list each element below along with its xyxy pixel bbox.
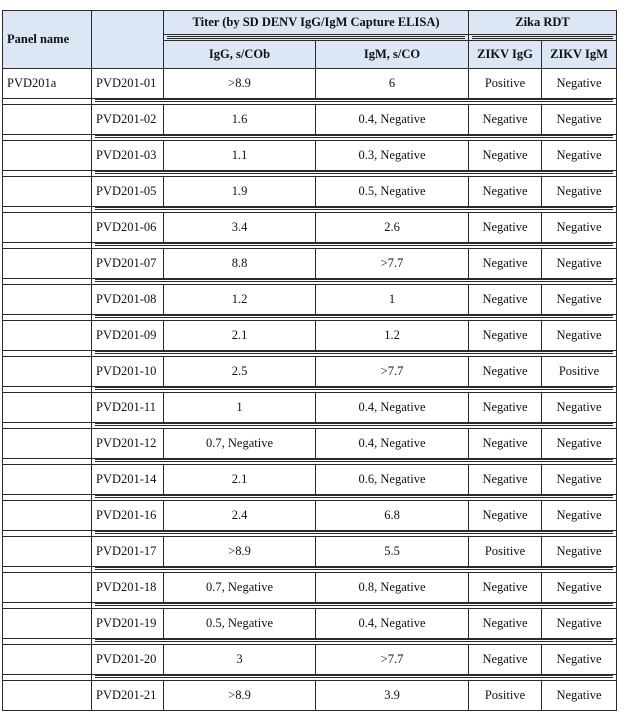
row-separator [3,531,617,537]
table-row [3,213,617,243]
table-row [3,465,617,495]
cell-zikv-igm: Negative [542,429,617,459]
cell-zikv-igm: Negative [542,105,617,135]
table-row [3,177,617,207]
table-row [3,357,617,387]
cell-igm-titer: 0.6, Negative [316,465,469,495]
cell-zikv-igm: Negative [542,177,617,207]
table-row [3,645,617,675]
cell-panel-name [3,465,92,495]
table-row [3,573,617,603]
cell-zikv-igm: Negative [542,321,617,351]
table-header [3,11,617,69]
row-separator-cell [92,495,617,501]
cell-sample-id: PVD201-03 [92,141,164,171]
cell-panel-name [3,177,92,207]
cell-zikv-igm: Negative [542,141,617,171]
row-separator-cell [92,207,617,213]
cell-panel-name [3,681,92,711]
cell-igg-titer: 8.8 [164,249,316,279]
cell-zikv-igg: Negative [469,645,542,675]
cell-igm-titer: 0.4, Negative [316,105,469,135]
cell-zikv-igg: Negative [469,321,542,351]
cell-igg-titer: 1.1 [164,141,316,171]
cell-zikv-igg: Negative [469,141,542,171]
header-separator [469,35,617,41]
cell-zikv-igm: Negative [542,213,617,243]
cell-igg-titer: >8.9 [164,537,316,567]
row-separator-cell [92,459,617,465]
row-separator [3,207,617,213]
cell-panel-name [3,357,92,387]
cell-sample-id: PVD201-12 [92,429,164,459]
row-separator-cell [92,567,617,573]
header-igm: IgM, s/CO [316,41,469,69]
cell-sample-id: PVD201-19 [92,609,164,639]
cell-igg-titer: 0.7, Negative [164,573,316,603]
header-zikv-igg: ZIKV IgG [469,41,542,69]
row-separator [3,639,617,645]
cell-sample-id: PVD201-06 [92,213,164,243]
cell-zikv-igg: Negative [469,285,542,315]
header-igg: IgG, s/COb [164,41,316,69]
cell-zikv-igm: Negative [542,285,617,315]
cell-panel-name [3,573,92,603]
cell-igg-titer: 0.5, Negative [164,609,316,639]
row-separator [3,135,617,141]
cell-panel-name [3,393,92,423]
cell-sample-id: PVD201-14 [92,465,164,495]
row-separator-cell [92,423,617,429]
cell-zikv-igg: Negative [469,357,542,387]
header-zika-group: Zika RDT [469,11,617,35]
table-row [3,537,617,567]
cell-igm-titer: 0.4, Negative [316,609,469,639]
cell-igg-titer: 1.6 [164,105,316,135]
cell-sample-id: PVD201-08 [92,285,164,315]
cell-igg-titer: 3.4 [164,213,316,243]
cell-igm-titer: 0.3, Negative [316,141,469,171]
cell-zikv-igm: Negative [542,645,617,675]
row-separator [3,603,617,609]
cell-sample-id: PVD201-21 [92,681,164,711]
cell-zikv-igg: Negative [469,429,542,459]
table-row [3,393,617,423]
cell-igg-titer: 2.1 [164,465,316,495]
cell-zikv-igm: Negative [542,249,617,279]
cell-sample-id: PVD201-07 [92,249,164,279]
cell-igm-titer: 2.6 [316,213,469,243]
cell-zikv-igm: Negative [542,681,617,711]
row-separator [3,387,617,393]
cell-panel-name [3,249,92,279]
cell-panel-name [3,537,92,567]
results-table [2,10,617,711]
cell-zikv-igg: Negative [469,213,542,243]
cell-igg-titer: >8.9 [164,69,316,99]
cell-igg-titer: 1.9 [164,177,316,207]
cell-igm-titer: >7.7 [316,357,469,387]
cell-panel-name [3,429,92,459]
cell-igg-titer: 0.7, Negative [164,429,316,459]
cell-zikv-igg: Negative [469,465,542,495]
cell-zikv-igm: Positive [542,357,617,387]
header-panel-name: Panel name [3,11,92,69]
cell-zikv-igm: Negative [542,465,617,495]
table-row [3,429,617,459]
row-separator [3,567,617,573]
cell-igm-titer: 3.9 [316,681,469,711]
row-separator-cell [92,603,617,609]
cell-igg-titer: 2.5 [164,357,316,387]
row-separator-cell [92,675,617,681]
row-separator-cell [92,531,617,537]
row-separator [3,279,617,285]
cell-igm-titer: 6 [316,69,469,99]
cell-panel-name [3,501,92,531]
cell-igm-titer: 0.4, Negative [316,393,469,423]
table-row [3,141,617,171]
row-separator [3,675,617,681]
cell-sample-id: PVD201-17 [92,537,164,567]
table-row [3,69,617,99]
cell-igm-titer: >7.7 [316,249,469,279]
cell-zikv-igm: Negative [542,609,617,639]
table-row [3,285,617,315]
cell-zikv-igg: Negative [469,573,542,603]
results-table-container [2,10,617,711]
header-titer-group: Titer (by SD DENV IgG/IgM Capture ELISA) [164,11,469,35]
cell-igm-titer: 0.5, Negative [316,177,469,207]
cell-zikv-igg: Negative [469,609,542,639]
cell-zikv-igg: Negative [469,105,542,135]
header-zikv-igm: ZIKV IgM [542,41,617,69]
cell-zikv-igg: Negative [469,177,542,207]
cell-igg-titer: 2.1 [164,321,316,351]
cell-panel-name: PVD201a [3,69,92,99]
row-separator-cell [92,243,617,249]
cell-sample-id: PVD201-20 [92,645,164,675]
row-separator [3,495,617,501]
row-separator [3,351,617,357]
cell-zikv-igg: Negative [469,393,542,423]
cell-igm-titer: 0.8, Negative [316,573,469,603]
cell-igm-titer: 5.5 [316,537,469,567]
row-separator [3,459,617,465]
cell-panel-name [3,321,92,351]
cell-zikv-igm: Negative [542,393,617,423]
row-separator-cell [92,171,617,177]
cell-igg-titer: 1 [164,393,316,423]
row-separator-cell [92,351,617,357]
cell-igm-titer: 1.2 [316,321,469,351]
cell-igm-titer: 0.4, Negative [316,429,469,459]
table-row [3,501,617,531]
cell-sample-id: PVD201-10 [92,357,164,387]
cell-panel-name [3,213,92,243]
cell-sample-id: PVD201-05 [92,177,164,207]
row-separator [3,171,617,177]
cell-panel-name [3,105,92,135]
cell-zikv-igg: Positive [469,69,542,99]
cell-igg-titer: 2.4 [164,501,316,531]
row-separator-cell [92,387,617,393]
row-separator-cell [92,639,617,645]
cell-panel-name [3,141,92,171]
cell-zikv-igg: Negative [469,249,542,279]
cell-igm-titer: >7.7 [316,645,469,675]
cell-sample-id: PVD201-16 [92,501,164,531]
cell-zikv-igm: Negative [542,501,617,531]
cell-panel-name [3,609,92,639]
cell-igg-titer: 3 [164,645,316,675]
cell-panel-name [3,645,92,675]
table-row [3,321,617,351]
cell-sample-id: PVD201-11 [92,393,164,423]
cell-igg-titer: 1.2 [164,285,316,315]
cell-sample-id: PVD201-01 [92,69,164,99]
row-separator [3,423,617,429]
cell-panel-name [3,285,92,315]
cell-zikv-igm: Negative [542,573,617,603]
row-separator-cell [92,99,617,105]
table-row [3,609,617,639]
table-row [3,105,617,135]
cell-igm-titer: 6.8 [316,501,469,531]
header-separator [164,35,469,41]
table-row [3,681,617,711]
cell-zikv-igm: Negative [542,537,617,567]
table-row [3,249,617,279]
cell-sample-id: PVD201-02 [92,105,164,135]
row-separator-cell [92,279,617,285]
row-separator-cell [92,135,617,141]
row-separator [3,243,617,249]
cell-igm-titer: 1 [316,285,469,315]
cell-zikv-igg: Positive [469,681,542,711]
row-separator-cell [92,315,617,321]
header-sample-id [92,11,164,69]
cell-zikv-igm: Negative [542,69,617,99]
cell-zikv-igg: Positive [469,537,542,567]
cell-igg-titer: >8.9 [164,681,316,711]
row-separator [3,99,617,105]
row-separator [3,315,617,321]
cell-zikv-igg: Negative [469,501,542,531]
cell-sample-id: PVD201-18 [92,573,164,603]
table-body [3,69,617,711]
cell-sample-id: PVD201-09 [92,321,164,351]
